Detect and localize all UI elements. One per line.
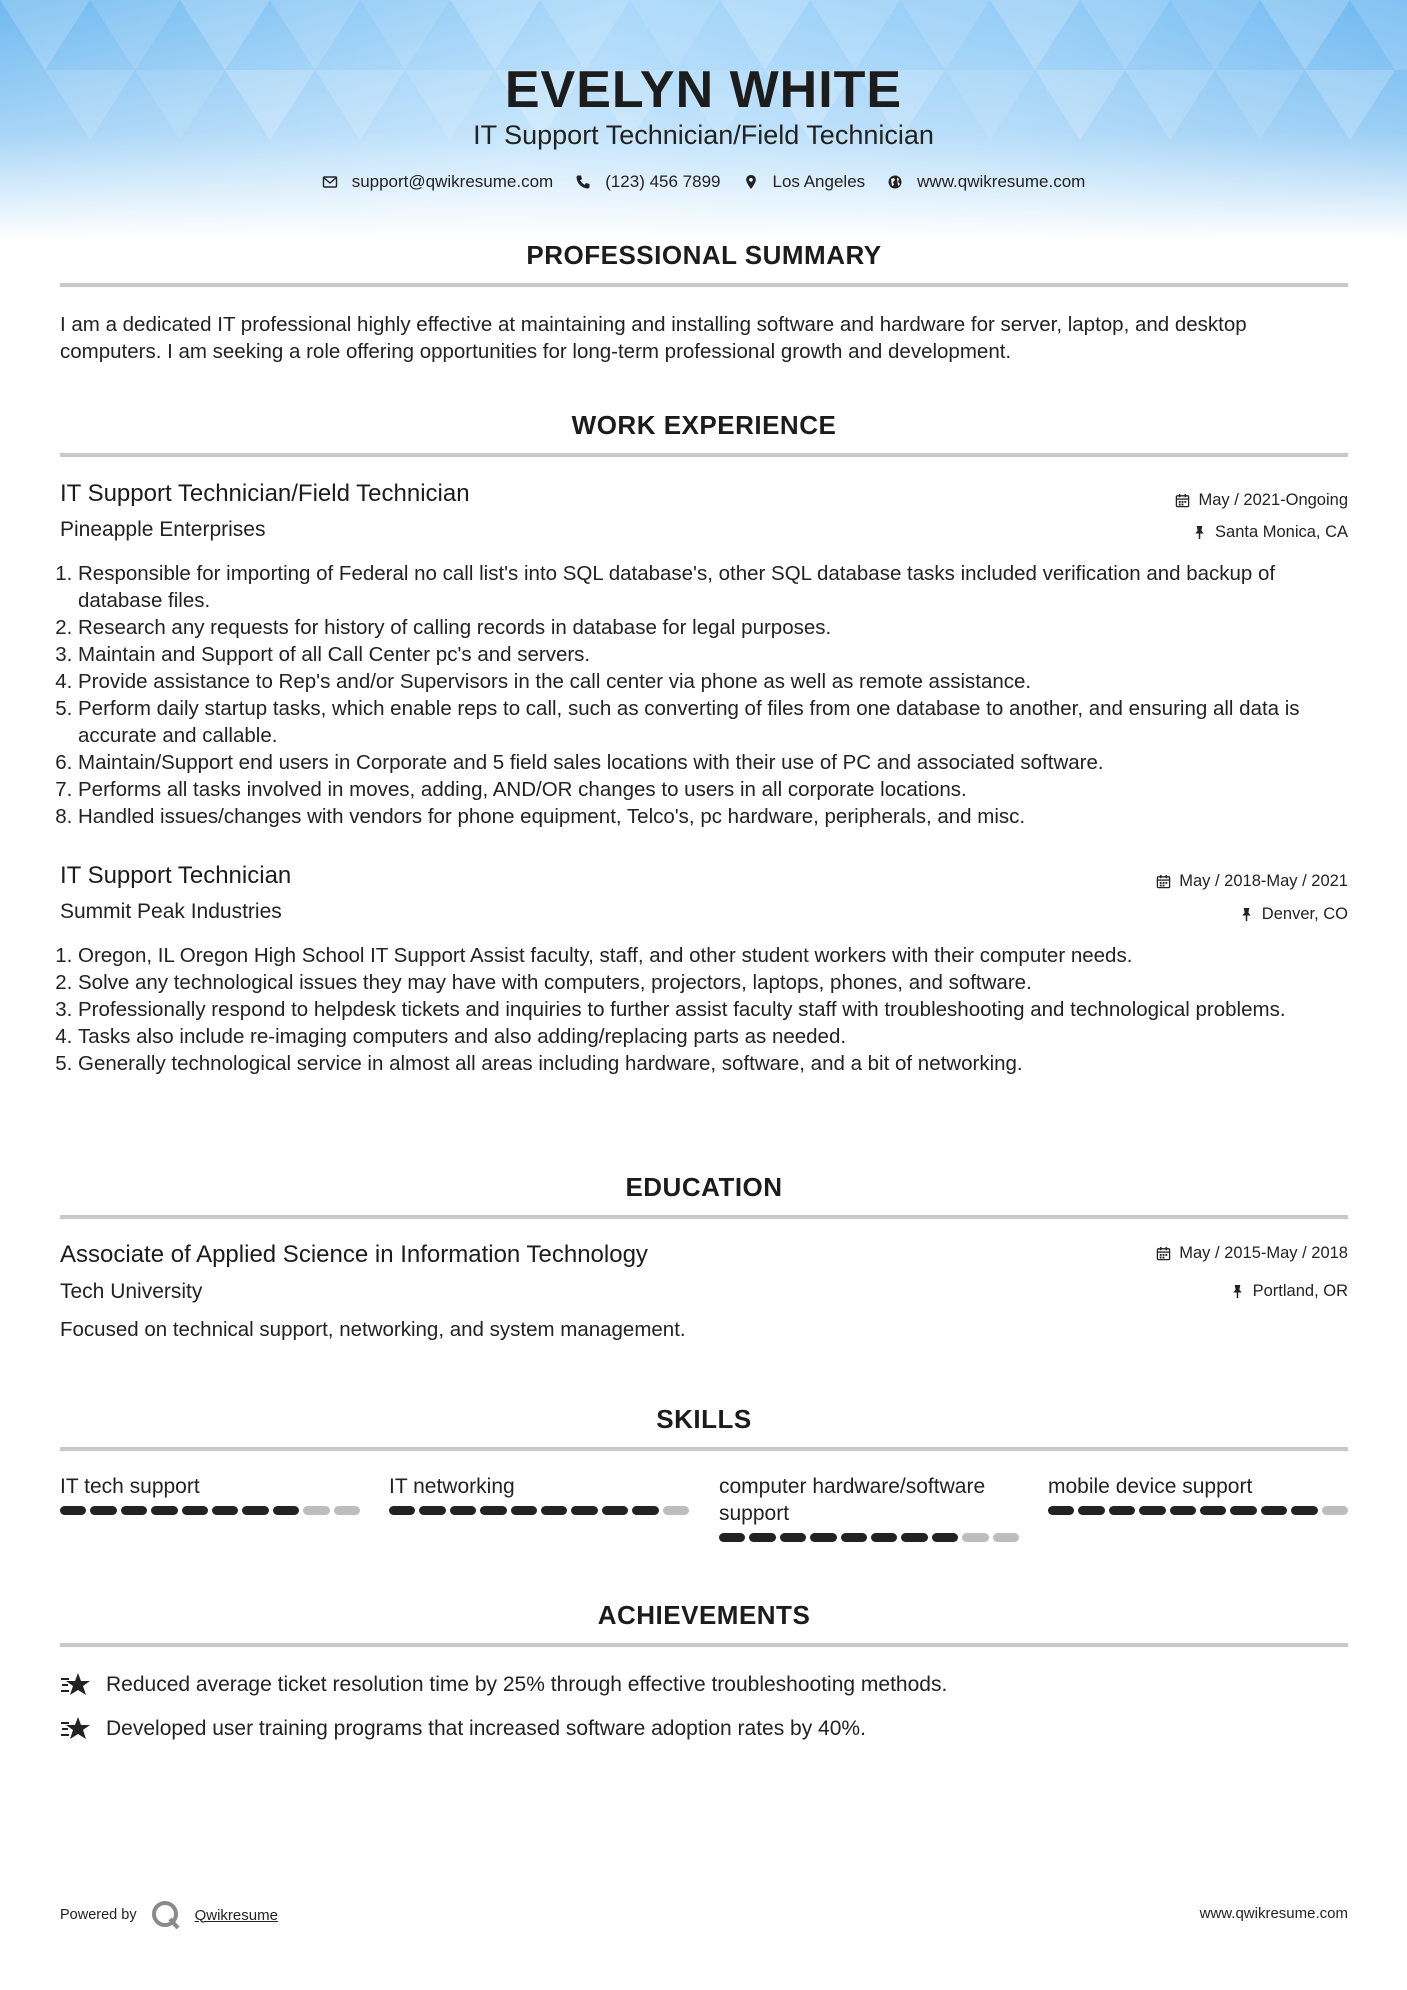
summary-text: I am a dedicated IT professional highly effective at maintaining and installing software and hardware for server, laptop, and desktop computers. I am seeking a role offering opportunities for long-term professional growth and development. [60,313,1247,363]
skill-segment-filled [1139,1506,1165,1515]
skill-segment-filled [121,1506,147,1515]
contact-location [743,172,866,192]
skill-segment-filled [571,1506,597,1515]
job-location [1239,905,1348,924]
job-location [1192,523,1348,542]
achievement-text: Reduced average ticket resolution time by 25% through effective troubleshooting methods. [106,1673,948,1696]
contact-location-text: Los Angeles [772,172,866,191]
skill-segment-filled [1048,1506,1074,1515]
job-dates-text: May / 2021-Ongoing [1198,491,1348,509]
list-item: 8. Handled issues/changes with vendors for phone equipment, Telco's, pc hardware, peripherals, and misc. [78,803,1350,830]
contact-website-text: www.qwikresume.com [917,172,1086,191]
skill-segment-filled [1170,1506,1196,1515]
contact-website[interactable] [887,172,1085,192]
skill-segment-filled [60,1506,86,1515]
skill-level-bar [389,1506,689,1515]
skill-segment-filled [212,1506,238,1515]
skill-segment-filled [719,1533,745,1542]
skill-segment-empty [303,1506,329,1515]
skill-segment-filled [511,1506,537,1515]
list-item: 1. Responsible for importing of Federal no call list's into SQL database's, other SQL database tasks included verification and backup of database files. [78,560,1350,614]
skill-segment-empty [993,1533,1019,1542]
skill-segment-filled [541,1506,567,1515]
contact-email-text: support@qwikresume.com [351,172,554,191]
list-item: 2. Solve any technological issues they may have with computers, projectors, laptops, phones, and software. [78,969,1350,996]
contact-phone-text: (123) 456 7899 [605,172,721,191]
job-company: Pineapple Enterprises [60,518,266,541]
skill-item [1048,1473,1348,1515]
list-item: 6. Maintain/Support end users in Corporate and 5 field sales locations with their use of PC and associated software. [78,749,1350,776]
job-bullets [60,942,1350,1077]
job-dates [1156,872,1348,891]
list-item: 3. Maintain and Support of all Call Center pc's and servers. [78,641,1350,668]
skill-segment-filled [450,1506,476,1515]
skill-segment-empty [1322,1506,1348,1515]
skill-segment-filled [419,1506,445,1515]
skill-segment-filled [932,1533,958,1542]
list-item: 5. Perform daily startup tasks, which enable reps to call, such as converting of files from one database to another, and ensuring all data is accurate and callable. [78,695,1350,749]
skill-segment-filled [632,1506,658,1515]
header-banner [0,0,1407,240]
skill-segment-filled [1078,1506,1104,1515]
education-description: Focused on technical support, networking, and system management. [60,1318,686,1341]
education-heading: EDUCATION [625,1172,783,1202]
powered-by-label: Powered by [60,1907,137,1923]
list-item: 3. Professionally respond to helpdesk tickets and inquiries to further assist faculty staff with troubleshooting and technological problems. [78,996,1350,1023]
candidate-name: EVELYN WHITE [504,61,903,119]
skill-segment-filled [749,1533,775,1542]
pin-icon [1230,1284,1245,1299]
job-dates [1175,491,1348,510]
skill-segment-filled [1291,1506,1317,1515]
skills-heading: SKILLS [656,1404,752,1434]
education-location-text: Portland, OR [1252,1282,1348,1300]
list-item: 1. Oregon, IL Oregon High School IT Support Assist faculty, staff, and other student workers with their computer needs. [78,942,1350,969]
star-icon [60,1715,92,1743]
qwikresume-logo-icon [151,1900,181,1930]
pin-icon [1192,525,1207,540]
job-location-text: Santa Monica, CA [1215,523,1348,541]
skill-segment-filled [1261,1506,1287,1515]
skill-segment-filled [780,1533,806,1542]
skill-segment-filled [480,1506,506,1515]
education-dates [1156,1244,1348,1263]
list-item: 4. Provide assistance to Rep's and/or Supervisors in the call center via phone as well as remote assistance. [78,668,1350,695]
skill-segment-filled [602,1506,628,1515]
list-item: 2. Research any requests for history of calling records in database for legal purposes. [78,614,1350,641]
skill-item [389,1473,689,1515]
skill-segment-filled [90,1506,116,1515]
qwikresume-link[interactable]: Qwikresume [194,1906,278,1924]
skill-segment-filled [151,1506,177,1515]
candidate-title: IT Support Technician/Field Technician [473,120,934,150]
school-name: Tech University [60,1280,203,1303]
envelope-icon [322,174,338,190]
achievement-item [60,1671,947,1699]
skill-segment-filled [1109,1506,1135,1515]
calendar-icon [1156,1246,1171,1261]
footer-powered-by [60,1900,278,1930]
list-item: 4. Tasks also include re-imaging computers and also adding/replacing parts as needed. [78,1023,1350,1050]
achievements-divider [60,1643,1348,1647]
skill-item [719,1473,1019,1542]
skill-segment-filled [841,1533,867,1542]
pin-icon [1239,907,1254,922]
skill-name: IT tech support [60,1475,200,1498]
skill-segment-empty [663,1506,689,1515]
education-divider [60,1215,1348,1219]
skill-level-bar [1048,1506,1348,1515]
footer-website[interactable]: www.qwikresume.com [1199,1905,1348,1922]
experience-heading: WORK EXPERIENCE [571,410,837,440]
job-location-text: Denver, CO [1261,905,1348,923]
skill-segment-filled [871,1533,897,1542]
summary-heading: PROFESSIONAL SUMMARY [526,240,882,270]
list-item: 5. Generally technological service in almost all areas including hardware, software, and a bit of networking. [78,1050,1350,1077]
list-item: 7. Performs all tasks involved in moves, adding, AND/OR changes to users in all corporate locations. [78,776,1350,803]
job-company: Summit Peak Industries [60,900,282,923]
phone-icon [575,174,591,190]
skill-segment-filled [810,1533,836,1542]
skills-divider [60,1447,1348,1451]
skill-level-bar [60,1506,360,1515]
job-bullets [60,560,1350,830]
job-title: IT Support Technician/Field Technician [60,480,470,507]
summary-divider [60,283,1348,287]
contact-bar [0,172,1407,192]
skill-name: computer hardware/software support [719,1475,986,1525]
job-title: IT Support Technician [60,862,292,889]
achievement-item [60,1715,866,1743]
skill-segment-filled [182,1506,208,1515]
skill-level-bar [719,1533,1019,1542]
skill-name: IT networking [389,1475,515,1498]
job-dates-text: May / 2018-May / 2021 [1179,872,1348,890]
calendar-icon [1156,874,1171,889]
contact-phone[interactable] [575,172,720,192]
education-dates-text: May / 2015-May / 2018 [1179,1244,1348,1262]
globe-icon [887,174,903,190]
skill-segment-filled [1230,1506,1256,1515]
skill-segment-filled [389,1506,415,1515]
skill-segment-filled [242,1506,268,1515]
degree-title: Associate of Applied Science in Information Technology [60,1241,648,1268]
skill-name: mobile device support [1048,1475,1253,1498]
skill-segment-empty [334,1506,360,1515]
skill-segment-filled [273,1506,299,1515]
skill-segment-empty [962,1533,988,1542]
map-pin-icon [743,174,759,190]
education-location [1230,1282,1348,1301]
achievements-heading: ACHIEVEMENTS [597,1600,811,1630]
skill-segment-filled [1200,1506,1226,1515]
achievement-text: Developed user training programs that increased software adoption rates by 40%. [106,1717,866,1740]
skill-segment-filled [901,1533,927,1542]
star-icon [60,1671,92,1699]
experience-divider [60,453,1348,457]
skill-item [60,1473,360,1515]
contact-email[interactable] [322,172,554,192]
calendar-icon [1175,493,1190,508]
